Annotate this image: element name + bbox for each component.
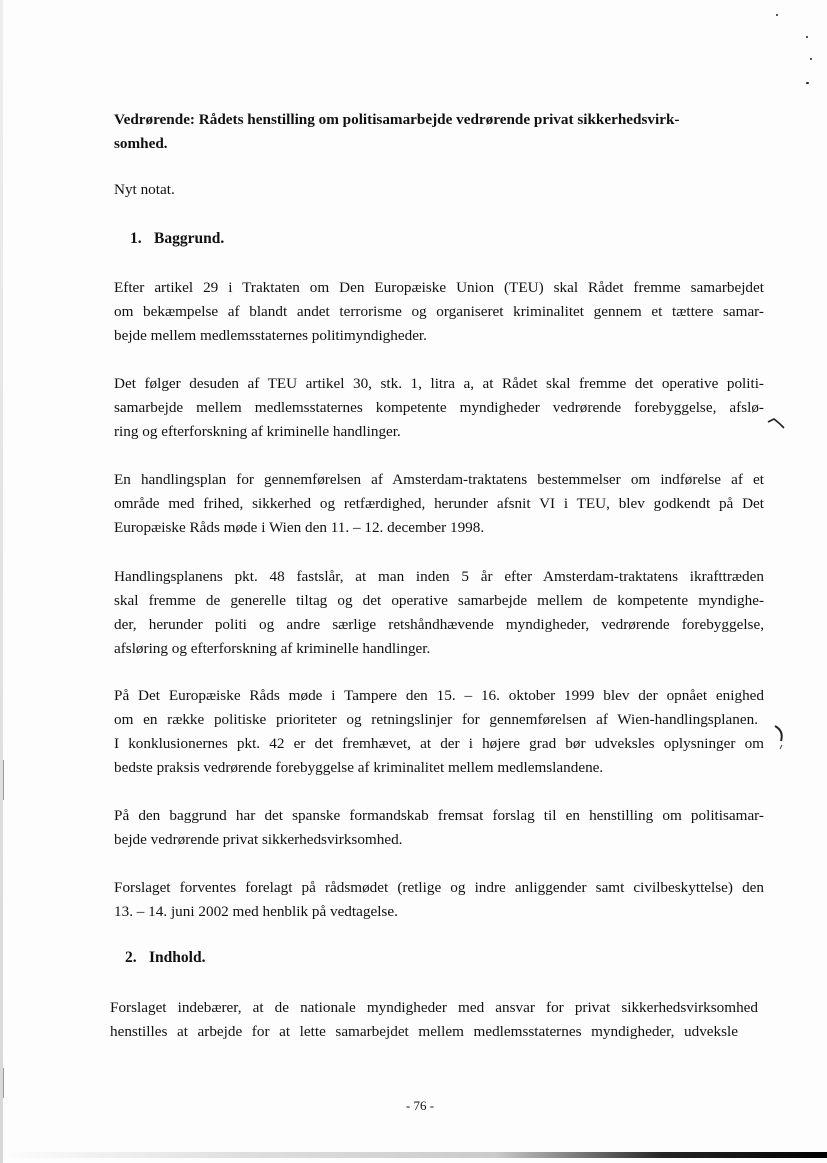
scan-edge-mark — [3, 1068, 4, 1098]
page-number: - 76 - — [405, 1098, 435, 1113]
paragraph-line: På den baggrund har det spanske formandskab fremsat forslag til en henstilling om politisamar- — [114, 807, 764, 824]
scan-speck — [810, 58, 812, 60]
paragraph-line: der, herunder politi og andre særlige retshåndhævende myndigheder, vedrørende forebyggelse, — [114, 616, 764, 633]
paragraph-line: ring og efterforskning af kriminelle handlinger. — [114, 423, 401, 440]
paragraph-line: 13. – 14. juni 2002 med henblik på vedtagelse. — [114, 903, 398, 920]
paragraph-line: om en række politiske prioriteter og retningslinjer for gennemførelsen af Wien-handlingsplanen. — [114, 711, 758, 728]
margin-mark-icon — [766, 416, 786, 430]
paragraph-line: På Det Europæiske Råds møde i Tampere den 15. – 16. oktober 1999 blev der opnået enighed — [114, 687, 764, 704]
scan-bottom-strip — [0, 1152, 827, 1158]
paragraph-line: En handlingsplan for gennemførelsen af Amsterdam-traktatens bestemmelser om indførelse af et — [114, 471, 764, 488]
scan-speck — [776, 14, 778, 16]
paragraph-line: om bekæmpelse af blandt andet terrorisme og organiseret kriminalitet gennem et tættere samar- — [114, 303, 764, 320]
paragraph-line: Efter artikel 29 i Traktaten om Den Europæiske Union (TEU) skal Rådet fremme samarbejdet — [114, 279, 764, 296]
paragraph-line: Forslaget forventes forelagt på rådsmødet (retlige og indre anliggender samt civilbeskyttelse) den — [114, 879, 764, 896]
paragraph-line: Europæiske Råds møde i Wien den 11. – 12. december 1998. — [114, 519, 485, 536]
subject-line-2: somhed. — [114, 135, 168, 152]
section-heading-2 — [125, 948, 205, 968]
scan-speck — [806, 36, 808, 38]
section-heading-1 — [130, 229, 224, 249]
margin-bracket-icon — [772, 723, 788, 751]
section-title: Indhold. — [149, 949, 206, 966]
section-number: 1. — [130, 230, 142, 247]
paragraph-line: Handlingsplanens pkt. 48 fastslår, at man inden 5 år efter Amsterdam-traktatens ikrafttræden — [114, 568, 764, 585]
scan-edge-mark — [3, 760, 4, 800]
paragraph-line: afsløring og efterforskning af kriminelle handlinger. — [114, 640, 431, 657]
scan-speck — [806, 82, 809, 84]
paragraph-line: Forslaget indebærer, at de nationale myndigheder med ansvar for privat sikkerhedsvirksomhed — [110, 999, 758, 1016]
subject-line-1: Vedrørende: Rådets henstilling om politisamarbejde vedrørende privat sikkerhedsvirk- — [114, 111, 680, 128]
paragraph-line: bedste praksis vedrørende forebyggelse af kriminalitet mellem medlemslandene. — [114, 759, 604, 776]
section-title: Baggrund. — [154, 230, 225, 247]
paragraph-line: bejde vedrørende privat sikkerhedsvirksomhed. — [114, 831, 403, 848]
paragraph-line: I konklusionernes pkt. 42 er det fremhævet, at der i højere grad bør udveksles oplysninger om — [114, 735, 764, 752]
paragraph-line: bejde mellem medlemsstaternes politimyndigheder. — [114, 327, 427, 344]
section-number: 2. — [125, 949, 137, 966]
paragraph-line: Det følger desuden af TEU artikel 30, stk. 1, litra a, at Rådet skal fremme det operative politi- — [114, 375, 764, 392]
paragraph-line: henstilles at arbejde for at lette samarbejdet mellem medlemsstaternes myndigheder, udveksle — [110, 1023, 738, 1040]
paragraph-line: område med frihed, sikkerhed og retfærdighed, herunder afsnit VI i TEU, blev godkendt på Det — [114, 495, 764, 512]
scan-left-edge — [0, 0, 3, 1163]
paragraph-line: skal fremme de generelle tiltag og det operative samarbejde mellem de kompetente myndighe- — [114, 592, 764, 609]
note-type: Nyt notat. — [114, 181, 175, 198]
paragraph-line: samarbejde mellem medlemsstaternes kompetente myndigheder vedrørende forebyggelse, afslø- — [114, 399, 764, 416]
